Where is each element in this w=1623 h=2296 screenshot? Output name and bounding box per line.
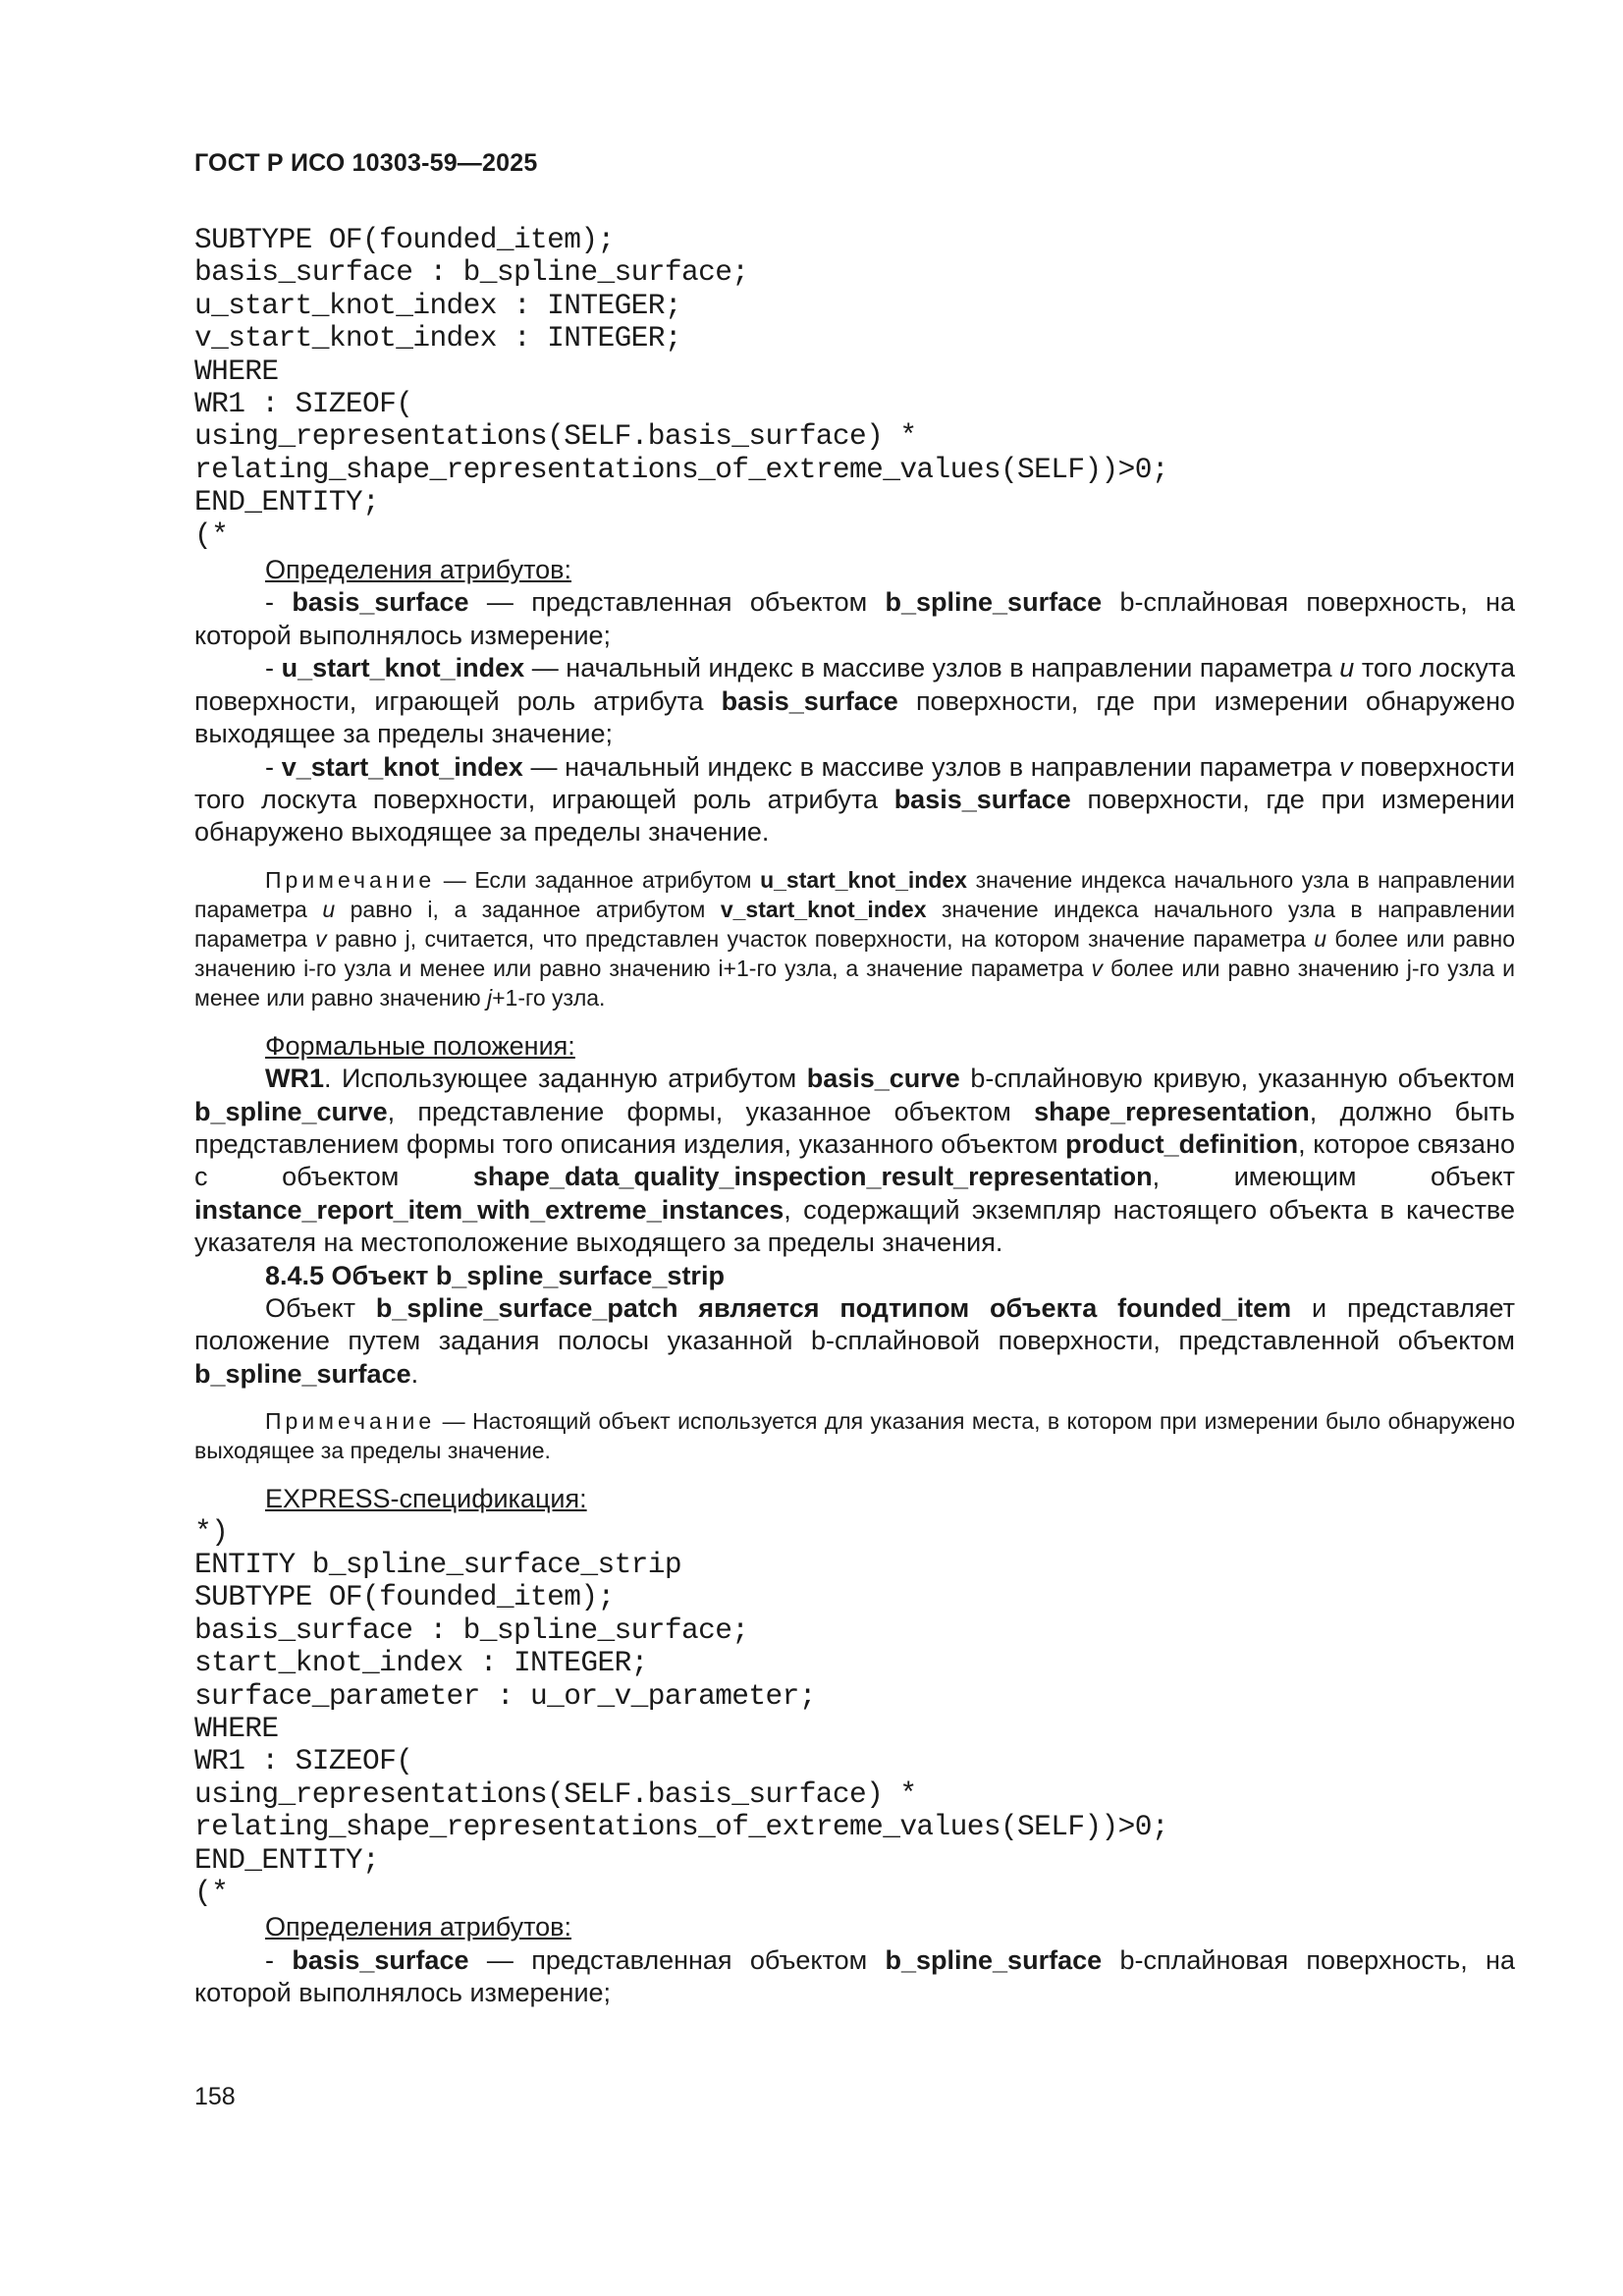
code-line: using_representations(SELF.basis_surface) * <box>194 419 917 454</box>
document-header: ГОСТ Р ИСО 10303-59—2025 <box>194 149 538 177</box>
code-line: start_knot_index : INTEGER; <box>194 1646 648 1680</box>
code-line: END_ENTITY; <box>194 1842 380 1877</box>
note-label: Примечание <box>265 866 436 893</box>
code-line: SUBTYPE OF(founded_item); <box>194 1580 615 1614</box>
note-label: Примечание <box>265 1408 436 1435</box>
code-line: relating_shape_representations_of_extreme_values(SELF))>0; <box>194 1810 1168 1844</box>
page-content <box>194 224 1515 2010</box>
note-2: Примечание — Настоящий объект используется для указания места, в котором при измерении было обнаружено выходящее за пределы значение. <box>194 1408 1515 1464</box>
attribute-definition-v-start-knot-index: - v_start_knot_index — начальный индекс в массиве узлов в направлении параметра v поверхности того лоскута поверхности, играющей роль атрибута basis_surface поверхности, где при измерении обнаружено выходящее за пределы значение. <box>194 751 1516 847</box>
code-line: surface_parameter : u_or_v_parameter; <box>194 1678 816 1713</box>
express-specification-title: EXPRESS-спецификация: <box>265 1484 587 1514</box>
attribute-definition-basis-surface: - basis_surface — представленная объектом b_spline_surface b-сплайновая поверхность, на которой выполнялось измерение; <box>194 587 1515 650</box>
code-line: END_ENTITY; <box>194 485 380 519</box>
note-1: Примечание — Если заданное атрибутом u_start_knot_index значение индекса начального узла в направлении параметра u равно i, а заданное атрибутом v_start_knot_index значение индекса начального узла в направлении параметра v равно j, считается, что представлен участок поверхности, на котором значение параметра u более или равно значению i-го узла и менее или равно значению i+1-го узла, а значение параметра v более или равно значению j-го узла и менее или равно значению j+1-го узла. <box>194 866 1516 1011</box>
formal-provisions-title: Формальные положения: <box>265 1030 575 1061</box>
code-line: using_representations(SELF.basis_surface) * <box>194 1777 917 1811</box>
express-code-block-1 <box>194 224 1515 552</box>
express-code-block-2 <box>194 1516 1515 1910</box>
attribute-definitions-title-2: Определения атрибутов: <box>265 1912 572 1942</box>
code-line: basis_surface : b_spline_surface; <box>194 255 749 290</box>
code-line: (* <box>194 518 229 552</box>
attribute-definitions-title-1: Определения атрибутов: <box>265 555 572 585</box>
formal-provision-wr1: WR1. Использующее заданную атрибутом basis_curve b-сплайновую кривую, указанную объектом b_spline_curve, представление формы, указанное объектом shape_representation, должно быть представлением формы того описания изделия, указанного объектом product_definition, которое связано с объектом shape_data_quality_inspection_result_representation, имеющим объект instance_report_item_with_extreme_instances, содержащий экземпляр настоящего объекта в качестве указателя на местоположение выходящего за пределы значения. <box>194 1064 1515 1258</box>
page-number: 158 <box>194 2083 236 2110</box>
code-line: *) <box>194 1514 229 1549</box>
code-line: u_start_knot_index : INTEGER; <box>194 288 681 322</box>
code-line: WHERE <box>194 354 279 388</box>
code-line: SUBTYPE OF(founded_item); <box>194 223 615 256</box>
code-line: (* <box>194 1876 229 1910</box>
attribute-definition-basis-surface-2: - basis_surface — представленная объектом b_spline_surface b-сплайновая поверхность, на которой выполнялось измерение; <box>194 1944 1515 2008</box>
code-line: v_start_knot_index : INTEGER; <box>194 321 681 355</box>
code-line: ENTITY b_spline_surface_strip <box>194 1548 681 1581</box>
code-line: WHERE <box>194 1712 279 1746</box>
section-heading: 8.4.5 Объект b_spline_surface_strip <box>265 1260 725 1290</box>
code-line: WR1 : SIZEOF( <box>194 387 413 421</box>
section-description: Объект b_spline_surface_patch является подтипом объекта founded_item и представляет положение путем задания полосы указанной b-сплайновой поверхности, представленной объектом b_spline_surface. <box>194 1292 1515 1389</box>
code-line: basis_surface : b_spline_surface; <box>194 1613 749 1647</box>
code-line: relating_shape_representations_of_extreme_values(SELF))>0; <box>194 452 1168 486</box>
attribute-definition-u-start-knot-index: - u_start_knot_index — начальный индекс в массиве узлов в направлении параметра u того лоскута поверхности, играющей роль атрибута basis_surface поверхности, где при измерении обнаружено выходящее за пределы значение; <box>194 653 1516 749</box>
code-line: WR1 : SIZEOF( <box>194 1744 413 1778</box>
